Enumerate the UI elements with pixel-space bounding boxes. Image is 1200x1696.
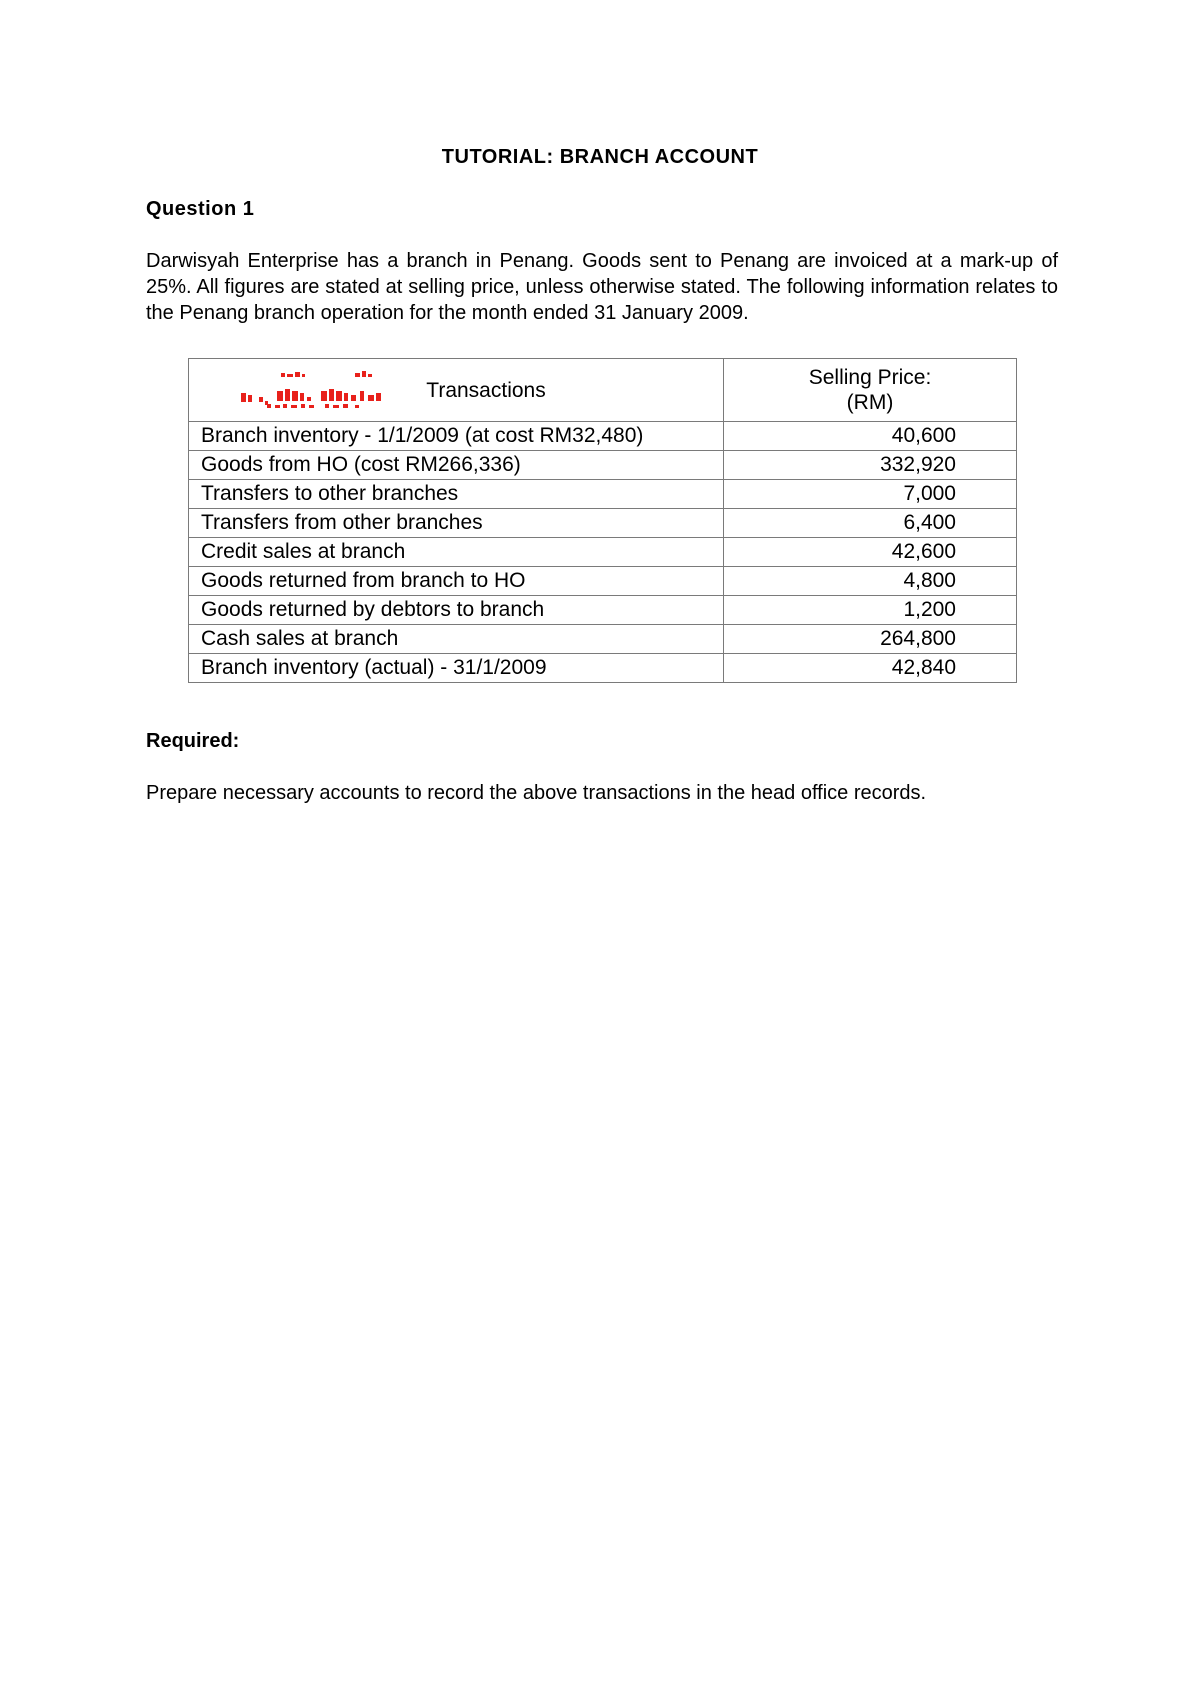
header-currency-label: (RM) (846, 391, 894, 414)
row-description: Branch inventory (actual) - 31/1/2009 (189, 654, 724, 683)
row-description: Transfers to other branches (189, 480, 724, 509)
row-amount: 6,400 (724, 509, 1017, 538)
table-header-row (189, 359, 1017, 422)
page-title: TUTORIAL: BRANCH ACCOUNT (441, 146, 759, 168)
row-description: Cash sales at branch (189, 625, 724, 654)
question-intro (146, 248, 1058, 326)
required-heading: Required: (146, 730, 240, 752)
row-amount: 264,800 (724, 625, 1017, 654)
row-amount: 42,840 (724, 654, 1017, 683)
row-amount: 7,000 (724, 480, 1017, 509)
row-amount: 332,920 (724, 451, 1017, 480)
row-amount: 1,200 (724, 596, 1017, 625)
table-row (189, 509, 1017, 538)
row-amount: 42,600 (724, 538, 1017, 567)
table-row (189, 422, 1017, 451)
row-description: Branch inventory - 1/1/2009 (at cost RM32,480) (189, 422, 724, 451)
row-description: Transfers from other branches (189, 509, 724, 538)
header-selling-price (724, 359, 1017, 422)
required-text: Prepare necessary accounts to record the above transactions in the head office records. (146, 782, 927, 804)
transactions-table (188, 358, 1017, 683)
table-row (189, 480, 1017, 509)
table-row (189, 567, 1017, 596)
table-row (189, 596, 1017, 625)
red-scribble-annotation (237, 371, 407, 415)
row-amount: 4,800 (724, 567, 1017, 596)
row-description: Goods from HO (cost RM266,336) (189, 451, 724, 480)
row-description: Goods returned from branch to HO (189, 567, 724, 596)
row-description: Credit sales at branch (189, 538, 724, 567)
header-transactions (189, 359, 724, 422)
table-row (189, 538, 1017, 567)
row-amount: 40,600 (724, 422, 1017, 451)
table-row (189, 654, 1017, 683)
table-row (189, 451, 1017, 480)
row-description: Goods returned by debtors to branch (189, 596, 724, 625)
question-heading: Question 1 (146, 198, 255, 220)
header-selling-price-label: Selling Price: (808, 366, 932, 389)
question-intro-text: Darwisyah Enterprise has a branch in Penang. Goods sent to Penang are invoiced at a mark-up of 25%. All figures are stated at selling price, unless otherwise stated. The following information relates to the Penang branch operation for the month ended 31 January 2009. (146, 250, 1058, 324)
table-row (189, 625, 1017, 654)
header-transactions-label: Transactions (426, 378, 546, 402)
